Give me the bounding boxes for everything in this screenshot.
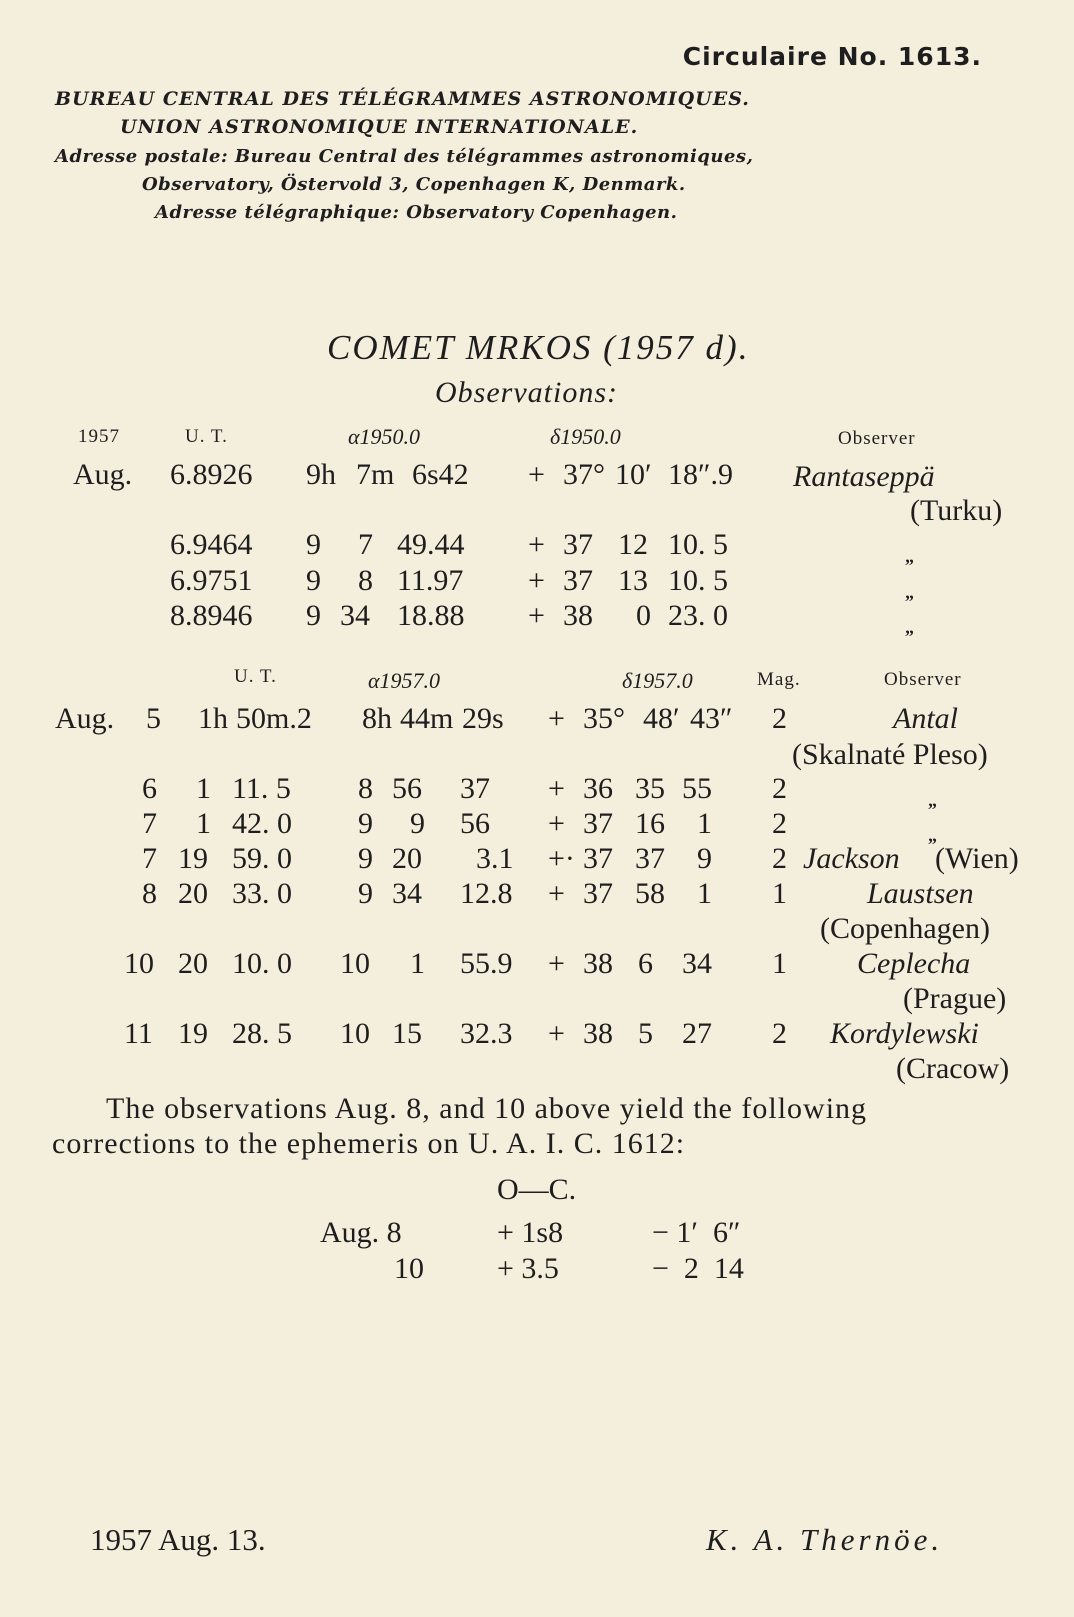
col-ut: U. T. — [234, 666, 277, 687]
t2-ra-h: 8 — [358, 772, 373, 805]
col-observer: Observer — [838, 428, 916, 449]
t2-ra-s: 55.9 — [460, 947, 513, 980]
t2-day: 10 — [124, 947, 154, 980]
t1-observer: Rantaseppä — [793, 460, 935, 493]
t2-day: 6 — [142, 772, 157, 805]
oc-date: Aug. 8 — [320, 1216, 402, 1249]
t2-dec-sign: + — [548, 772, 565, 805]
t1-ra-m: 7 — [358, 528, 373, 561]
t2-dec-sign: +· — [548, 842, 575, 875]
t1-ra-h: 9 — [306, 528, 321, 561]
t1-ra-m: 7m — [356, 458, 395, 491]
t1-dec-d: 38 — [563, 599, 593, 632]
col-year: 1957 — [78, 426, 120, 447]
t2-dec-m: 58 — [635, 877, 665, 910]
t1-dec-m: 0 — [636, 599, 651, 632]
t1-observer-ditto: „ — [905, 617, 914, 637]
t2-observer: Laustsen — [867, 877, 974, 910]
corrections-paragraph-line1: The observations Aug. 8, and 10 above yield the following — [106, 1092, 868, 1125]
t1-dec-s: 23. 0 — [668, 599, 728, 632]
t2-ra-h: 9 — [358, 842, 373, 875]
t2-day: 7 — [142, 807, 157, 840]
t2-ra-s: 29s — [462, 702, 504, 735]
t2-observer-ditto: „ — [928, 825, 937, 845]
t2-ut-h: 1h — [198, 702, 228, 735]
t2-ut-m: 59. 0 — [232, 842, 292, 875]
t2-dec-d: 38 — [583, 1017, 613, 1050]
t2-mag: 2 — [772, 772, 787, 805]
telegraph-address: Adresse télégraphique: Observatory Copenhagen. — [155, 202, 678, 223]
t2-dec-m: 5 — [638, 1017, 653, 1050]
t1-observer-ditto: „ — [905, 546, 914, 566]
t2-ra-h: 10 — [340, 947, 370, 980]
t1-ra-h: 9 — [306, 564, 321, 597]
col-ut: U. T. — [185, 426, 228, 447]
t2-day: 5 — [146, 702, 161, 735]
t2-dec-m: 48′ — [643, 702, 680, 735]
t2-place: (Wien) — [935, 842, 1019, 875]
t2-place: (Skalnaté Pleso) — [792, 738, 988, 771]
t2-day: 8 — [142, 877, 157, 910]
t2-day: 11 — [124, 1017, 153, 1050]
t2-dec-d: 37 — [583, 842, 613, 875]
t2-ra-m: 15 — [392, 1017, 422, 1050]
t2-ra-h: 10 — [340, 1017, 370, 1050]
t1-ra-s: 6s42 — [412, 458, 469, 491]
t2-dec-d: 37 — [583, 877, 613, 910]
t1-dec-sign: + — [528, 564, 545, 597]
t2-ut-m: 28. 5 — [232, 1017, 292, 1050]
col-observer: Observer — [884, 669, 962, 690]
col-ra-1957: α1957.0 — [368, 668, 441, 693]
t2-dec-s: 34 — [682, 947, 712, 980]
t2-ra-h: 8h — [362, 702, 392, 735]
bureau-name: BUREAU CENTRAL DES TÉLÉGRAMMES ASTRONOMIQUES. — [55, 88, 750, 110]
postal-address-line2: Observatory, Östervold 3, Copenhagen K, Denmark. — [142, 174, 686, 195]
t2-ut-h: 19 — [178, 842, 208, 875]
t1-dec-s: 10. 5 — [668, 564, 728, 597]
t2-ra-s: 56 — [460, 807, 490, 840]
t2-ra-m: 56 — [392, 772, 422, 805]
t2-dec-s: 1 — [697, 807, 712, 840]
t1-dec-sign: + — [528, 599, 545, 632]
oc-date: 10 — [394, 1252, 424, 1285]
col-dec-1950: δ1950.0 — [550, 424, 621, 449]
t1-dec-m: 12 — [618, 528, 648, 561]
col-mag: Mag. — [757, 669, 801, 690]
t2-dec-sign: + — [548, 807, 565, 840]
t1-ra-m: 8 — [358, 564, 373, 597]
t1-ra-h: 9 — [306, 599, 321, 632]
corrections-paragraph-line2: corrections to the ephemeris on U. A. I. C. 1612: — [52, 1127, 686, 1160]
t2-dec-m: 6 — [638, 947, 653, 980]
oc-ra: + 1s8 — [497, 1216, 564, 1249]
t1-ut: 6.9464 — [170, 528, 253, 561]
t1-dec-d: 37° — [563, 458, 605, 491]
t2-dec-s: 9 — [697, 842, 712, 875]
t2-dec-s: 43″ — [690, 702, 733, 735]
t2-observer: Jackson — [803, 842, 900, 875]
t1-dec-sign: + — [528, 458, 545, 491]
oc-dec: − 2 14 — [652, 1252, 744, 1285]
t2-dec-d: 38 — [583, 947, 613, 980]
t1-ut: 6.9751 — [170, 564, 253, 597]
t2-dec-d: 35° — [583, 702, 625, 735]
t1-dec-sign: + — [528, 528, 545, 561]
t2-observer: Kordylewski — [830, 1017, 979, 1050]
t2-ra-s: 3.1 — [476, 842, 514, 875]
t2-mag: 1 — [772, 947, 787, 980]
col-dec-1957: δ1957.0 — [622, 668, 693, 693]
t2-mag: 2 — [772, 1017, 787, 1050]
t2-dec-s: 55 — [682, 772, 712, 805]
t2-dec-m: 35 — [635, 772, 665, 805]
t2-ra-s: 32.3 — [460, 1017, 513, 1050]
t2-place: (Copenhagen) — [820, 912, 990, 945]
t2-ra-m: 9 — [410, 807, 425, 840]
t2-mag: 1 — [772, 877, 787, 910]
t2-observer: Antal — [893, 702, 958, 735]
oc-ra: + 3.5 — [497, 1252, 559, 1285]
t2-ut-h: 19 — [178, 1017, 208, 1050]
t2-ut-h: 1 — [196, 772, 211, 805]
issue-date: 1957 Aug. 13. — [90, 1522, 266, 1557]
t2-dec-s: 27 — [682, 1017, 712, 1050]
t2-ut-m: 50m.2 — [236, 702, 312, 735]
t2-observer-ditto: „ — [928, 790, 937, 810]
postal-address-line1: Adresse postale: Bureau Central des télégrammes astronomiques, — [55, 146, 754, 167]
t2-ra-s: 37 — [460, 772, 490, 805]
circular-number: Circulaire No. 1613. — [682, 42, 982, 71]
t2-dec-s: 1 — [697, 877, 712, 910]
t2-mag: 2 — [772, 842, 787, 875]
t1-dec-s: 10. 5 — [668, 528, 728, 561]
t2-month: Aug. — [55, 702, 115, 735]
t2-ra-h: 9 — [358, 807, 373, 840]
t1-ra-s: 18.88 — [397, 599, 465, 632]
t2-observer: Ceplecha — [857, 947, 971, 980]
t1-ra-h: 9h — [306, 458, 336, 491]
t2-ut-h: 20 — [178, 947, 208, 980]
t2-ut-m: 33. 0 — [232, 877, 292, 910]
t2-ut-m: 42. 0 — [232, 807, 292, 840]
t2-mag: 2 — [772, 702, 787, 735]
t2-dec-sign: + — [548, 702, 565, 735]
t2-dec-d: 37 — [583, 807, 613, 840]
t1-observer-ditto: „ — [905, 582, 914, 602]
t2-dec-m: 37 — [635, 842, 665, 875]
t2-mag: 2 — [772, 807, 787, 840]
signature: K. A. Thernöe. — [706, 1522, 944, 1557]
t1-place: (Turku) — [910, 494, 1003, 527]
t2-ra-m: 1 — [410, 947, 425, 980]
t1-dec-d: 37 — [563, 564, 593, 597]
t2-ra-h: 9 — [358, 877, 373, 910]
t1-ra-m: 34 — [340, 599, 370, 632]
t1-dec-s: 18″.9 — [668, 458, 733, 491]
t2-ut-h: 20 — [178, 877, 208, 910]
t1-ut: 8.8946 — [170, 599, 253, 632]
t2-dec-sign: + — [548, 947, 565, 980]
t1-month: Aug. — [73, 458, 133, 491]
t1-ra-s: 11.97 — [397, 564, 464, 597]
t1-ut: 6.8926 — [170, 458, 253, 491]
t2-ut-m: 11. 5 — [232, 772, 291, 805]
union-name: UNION ASTRONOMIQUE INTERNATIONALE. — [120, 116, 639, 138]
col-ra-1950: α1950.0 — [348, 424, 421, 449]
t1-ra-s: 49.44 — [397, 528, 465, 561]
t2-dec-sign: + — [548, 877, 565, 910]
oc-dec: − 1′ 6″ — [652, 1216, 741, 1249]
o-c-heading: O—C. — [497, 1173, 577, 1206]
t2-day: 7 — [142, 842, 157, 875]
t2-dec-d: 36 — [583, 772, 613, 805]
t2-ra-m: 34 — [392, 877, 422, 910]
t1-dec-d: 37 — [563, 528, 593, 561]
t1-dec-m: 10′ — [615, 458, 652, 491]
t2-ut-h: 1 — [196, 807, 211, 840]
comet-title: COMET MRKOS (1957 d). — [327, 328, 750, 367]
observations-heading: Observations: — [435, 376, 618, 409]
t2-ra-m: 44m — [400, 702, 454, 735]
t1-dec-m: 13 — [618, 564, 648, 597]
t2-dec-m: 16 — [635, 807, 665, 840]
t2-place: (Prague) — [903, 982, 1007, 1015]
t2-ra-s: 12.8 — [460, 877, 513, 910]
t2-place: (Cracow) — [896, 1052, 1010, 1085]
t2-ut-m: 10. 0 — [232, 947, 292, 980]
t2-ra-m: 20 — [392, 842, 422, 875]
t2-dec-sign: + — [548, 1017, 565, 1050]
